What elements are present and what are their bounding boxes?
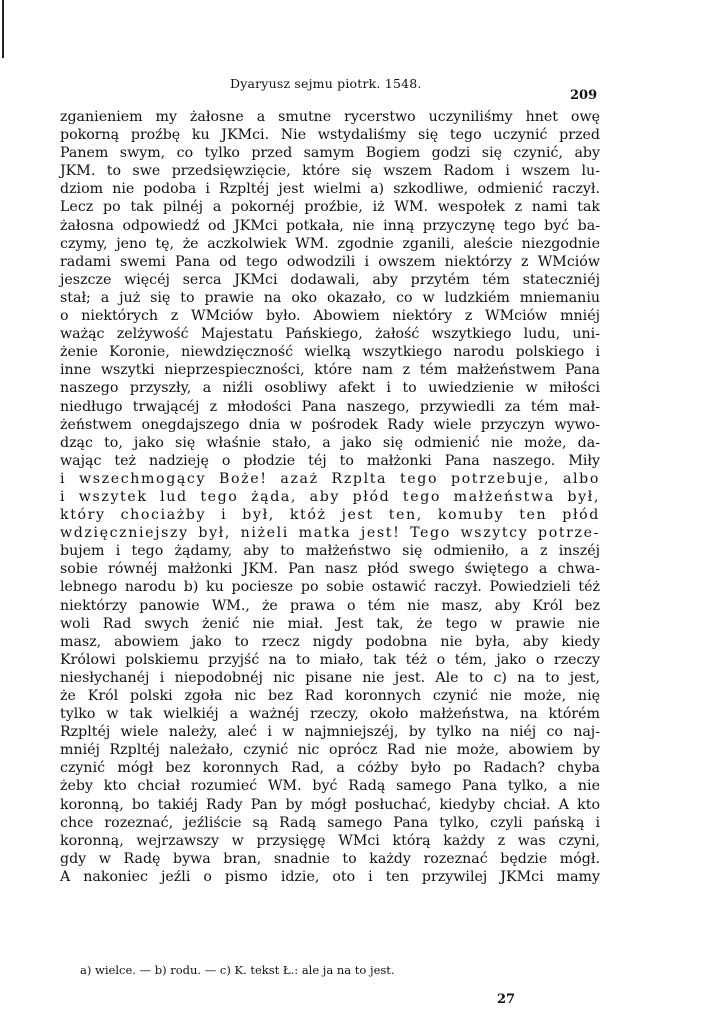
text-line: koronną, wejrzawszy w przysięgę WMci którą każdy z was czyni,	[60, 832, 600, 849]
body-text	[60, 108, 600, 886]
signature-mark: 27	[497, 992, 516, 1007]
text-line: woli Rad swych żenić nie miał. Jest tak, że tego w prawie nie	[60, 615, 600, 632]
text-line: bujem i tego żądamy, aby to małżeństwo się odmieniło, a z inszéj	[60, 543, 600, 560]
text-line: żeństwem onegdajszego dnia w pośrodek Rady wiele przyczyn wywo-	[60, 416, 600, 433]
text-line: gdy w Radę bywa bran, snadnie to każdy rozeznać będzie mógł.	[60, 850, 600, 867]
page-number: 209	[570, 88, 598, 103]
page-edge-mark	[2, 0, 4, 58]
text-line: jeszcze więcéj serca JKMci dodawali, aby przytém tém stateczniéj	[60, 271, 600, 288]
text-line: zganieniem my żałosne a smutne rycerstwo uczyniliśmy hnet owę	[60, 109, 600, 125]
text-line: masz, abowiem jako to rzecz nigdy podobna nie była, aby kiedy	[60, 633, 600, 650]
text-line: sobie równéj małżonki JKM. Pan nasz płód swego świętego a chwa-	[60, 561, 600, 578]
text-line: chce rozeznać, jeźliście są Radą samego Pana tylko, czyli pańską i	[60, 814, 600, 831]
text-line: niesłychanéj i niepodobnéj nic pisane nie jest. Ale to c) na to jest,	[60, 669, 600, 686]
text-line: A nakoniec jeźli o pismo idzie, oto i ten przywilej JKMci mamy	[60, 868, 600, 885]
text-line: JKM. to swe przedsięwzięcie, które się wszem Radom i wszem lu-	[60, 163, 600, 180]
text-line: pokorną proźbę ku JKMci. Nie wstydaliśmy się tego uczynić przed	[60, 127, 600, 144]
text-line: koronną, bo takiéj Rady Pan by mógł posłuchać, kiedyby chciał. A kto	[60, 796, 600, 813]
running-title: Dyaryusz sejmu piotrk. 1548.	[230, 76, 422, 91]
text-line: i wszechmogący Boże! azaż Rzplta tego potrzebuje, albo	[60, 470, 600, 487]
text-line: radami swemi Pana od tego odwodzili i owszem niektórzy z WMciów	[60, 253, 600, 270]
text-line: lebnego narodu b) ku pociesze po sobie ostawić raczył. Powiedzieli téż	[60, 579, 600, 596]
text-line: mniéj Rzpltéj należało, czynić nic oprócz Rad nie może, abowiem by	[60, 742, 600, 759]
text-line: tylko w tak wielkiéj a ważnéj rzeczy, około małżeństwa, na którém	[60, 706, 600, 723]
text-line: i wszytek lud tego żąda, aby płód tego małżeństwa był,	[60, 488, 600, 505]
text-line: niektórzy panowie WM., że prawa o tém nie masz, aby Król bez	[60, 597, 600, 614]
text-line: Panem swym, co tylko przed samym Bogiem godzi się czynić, aby	[60, 145, 600, 162]
text-line: inne wszytki nieprzespieczności, które nam z tém małżeństwem Pana	[60, 362, 600, 379]
text-line: Królowi polskiemu przyjść na to miało, tak téż o tém, jako o rzeczy	[60, 651, 600, 668]
text-line: dziom nie podoba i Rzpltéj jest wielmi a) szkodliwe, odmienić raczył.	[60, 181, 600, 198]
footnotes: a) wielce. — b) rodu. — c) K. tekst Ł.: ale ja na to jest.	[80, 963, 395, 977]
text-line: o niektórych z WMciów było. Abowiem niektóry z WMciów mniéj	[60, 308, 600, 325]
text-line: ważąc zelżywość Majestatu Pańskiego, żałość wszytkiego ludu, uni-	[60, 326, 600, 343]
text-line: który chociażby i był, któż jest ten, komuby ten płód	[60, 507, 600, 524]
text-line: czynić mógł bez koronnych Rad, a cóżby było po Radach? chyba	[60, 760, 600, 777]
text-line: wając też nadzieję o płodzie téj to małżonki Pana naszego. Miły	[60, 452, 600, 469]
text-line: czymy, jeno tę, że aczkolwiek WM. zgodnie zganili, aleście niezgodnie	[60, 235, 600, 252]
text-line: żałosna odpowiedź od JKMci potkała, nie inną przyczynę tego być ba-	[60, 217, 600, 234]
text-line: żenie Koronie, niewdzięczność wielką wszytkiego narodu polskiego i	[60, 344, 600, 361]
text-line: naszego przyszły, a niźli osobliwy afekt i to uwiedzienie w miłości	[60, 380, 600, 397]
text-line: Rzpltéj wiele należy, aleć i w najmniejszéj, by tylko na niéj co naj-	[60, 724, 600, 741]
text-line: stał; a już się to prawie na oko okazało, co w ludzkiém mniemaniu	[60, 289, 600, 306]
text-line: wdzięczniejszy był, niżeli matka jest! Tego wszytcy potrze-	[60, 525, 600, 542]
text-line: że Król polski zgoła nic bez Rad koronnych czynić nie może, nię	[60, 688, 600, 704]
text-line: niedługo trwającéj z młodości Pana naszego, przywiedli za tém mał-	[60, 398, 600, 415]
text-line: żeby kto chciał rozumieć WM. być Radą samego Pana tylko, a nie	[60, 778, 600, 795]
text-line: dząc to, jako się właśnie stało, a jako się odmienić nie może, da-	[60, 434, 600, 451]
text-line: Lecz po tak pilnéj a pokornéj proźbie, iż WM. wespołek z nami tak	[60, 199, 600, 216]
